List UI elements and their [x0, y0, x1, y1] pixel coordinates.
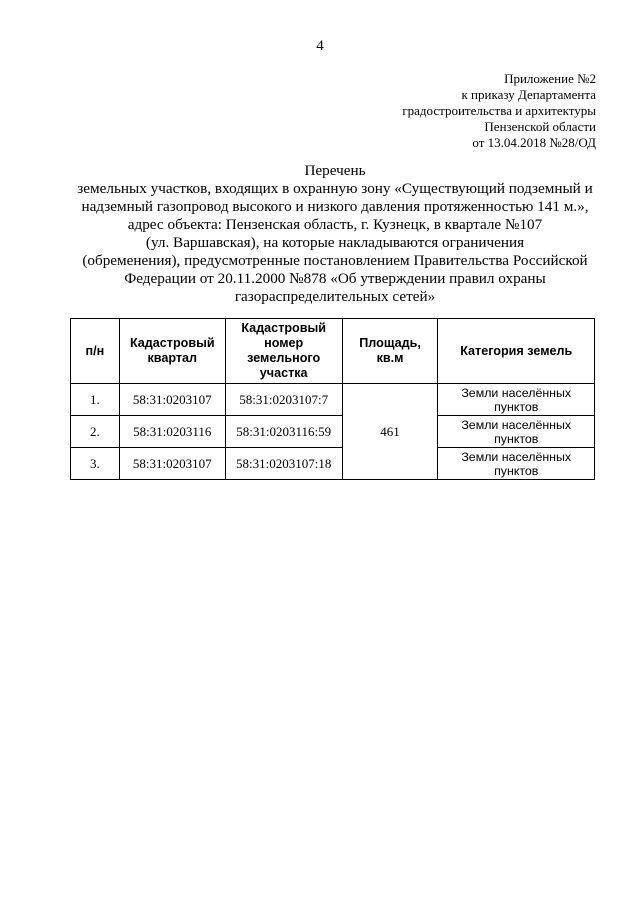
- header-area: Площадь, кв.м: [342, 319, 438, 384]
- title-line: надземный газопровод высокого и низкого давления протяженностью 141 м.»,: [81, 198, 589, 215]
- appendix-line: к приказу Департамента: [461, 87, 596, 102]
- header-num: п/н: [71, 319, 120, 384]
- header-cadastral-number: Кадастровый номер земельного участка: [225, 319, 342, 384]
- title-line: земельных участков, входящих в охранную зону «Существующий подземный и: [77, 180, 593, 197]
- title-line: (обременения), предусмотренные постановлением Правительства Российской: [82, 252, 588, 269]
- appendix-line: Приложение №2: [504, 71, 596, 86]
- cell-cadastral-quarter: 58:31:0203107: [119, 448, 225, 480]
- cell-area-merged: 461: [342, 384, 438, 480]
- cell-num: 1.: [71, 384, 120, 416]
- cell-cadastral-quarter: 58:31:0203107: [119, 384, 225, 416]
- title-line: адрес объекта: Пензенская область, г. Кузнецк, в квартале №107: [127, 216, 543, 233]
- land-plots-table: [70, 318, 595, 480]
- title-heading: Перечень: [304, 162, 366, 179]
- cell-land-category: Земли населённых пунктов: [438, 384, 595, 416]
- cell-cadastral-number: 58:31:0203116:59: [225, 416, 342, 448]
- cell-cadastral-quarter: 58:31:0203116: [119, 416, 225, 448]
- cell-land-category: Земли населённых пунктов: [438, 416, 595, 448]
- appendix-line: Пензенской области: [484, 119, 596, 134]
- header-cadastral-quarter: Кадастровый квартал: [119, 319, 225, 384]
- appendix-line: градостроительства и архитектуры: [402, 103, 596, 118]
- appendix-block: [402, 71, 596, 151]
- cell-cadastral-number: 58:31:0203107:7: [225, 384, 342, 416]
- cell-num: 3.: [71, 448, 120, 480]
- cell-land-category: Земли населённых пунктов: [438, 448, 595, 480]
- title-line: (ул. Варшавская), на которые накладываются ограничения: [145, 234, 525, 251]
- cell-cadastral-number: 58:31:0203107:18: [225, 448, 342, 480]
- page-number: 4: [316, 38, 324, 54]
- header-land-category: Категория земель: [438, 319, 595, 384]
- title-line: Федерации от 20.11.2000 №878 «Об утверждении правил охраны: [124, 270, 546, 287]
- title-line: газораспределительных сетей»: [234, 288, 436, 305]
- table-row: [71, 384, 595, 416]
- appendix-line: от 13.04.2018 №28/ОД: [472, 135, 596, 150]
- table-header-row: [71, 319, 595, 384]
- table-row: [71, 448, 595, 480]
- document-title: [66, 162, 604, 306]
- table-row: [71, 416, 595, 448]
- cell-num: 2.: [71, 416, 120, 448]
